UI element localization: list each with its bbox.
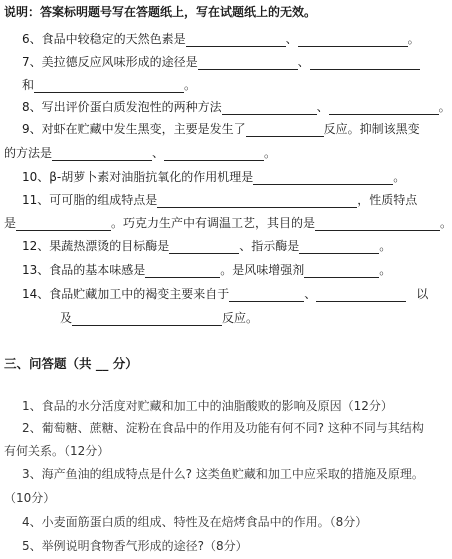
answer-blank[interactable] [72,313,222,326]
question-14-continued [60,310,258,326]
question-9-cont-text: 的方法是 [4,146,53,160]
answer-blank[interactable] [198,57,298,70]
separator: 。 [407,32,420,46]
question-13-text: 13、食品的基本味感是 [22,263,146,277]
question-12 [22,238,391,254]
answer-blank[interactable] [304,265,379,278]
separator: 。 [379,239,392,253]
separator: 。 [379,263,392,277]
question-10-text: 10、β-胡萝卜素对油脂抗氧化的作用机理是 [22,170,254,184]
answer-blank[interactable] [315,218,440,231]
answer-instructions: 说明：答案标明题号写在答题纸上，写在试题纸上的无效。 [4,5,317,19]
answer-blank[interactable] [16,218,111,231]
question-11 [22,192,417,208]
answer-blank[interactable] [299,241,379,254]
question-11-continued [4,215,452,231]
essay-question-3: 3、海产鱼油的组成特点是什么? 这类鱼贮藏和加工中应采取的措施及原理。 [22,467,424,481]
question-6 [22,31,420,47]
question-8 [22,99,451,115]
question-7 [22,54,420,70]
essay-question-2-continued: 有何关系。（12分） [4,444,110,458]
essay-question-2: 2、葡萄糖、蔗糖、淀粉在食品中的作用及功能有何不同? 这种不同与其结构 [22,421,424,435]
separator: 、 [152,146,165,160]
answer-blank[interactable] [253,172,393,185]
separator: 反应。 [222,311,259,325]
answer-blank[interactable] [316,289,406,302]
question-9-continued [4,145,276,161]
question-12-mid-text: 、指示酶是 [239,239,300,253]
question-9-text: 9、对虾在贮藏中发生黑变，主要是发生了 [22,122,246,136]
separator: 、 [285,32,298,46]
answer-blank[interactable] [169,241,239,254]
answer-blank[interactable] [145,265,220,278]
separator: 。 [184,78,197,92]
separator: 、 [297,55,310,69]
essay-question-4: 4、小麦面筋蛋白质的组成、特性及在焙烤食品中的作用。（8分） [22,515,368,529]
question-9-after-text: 反应。抑制该黑变 [323,122,420,136]
question-7-continued [22,77,196,93]
answer-blank[interactable] [310,57,420,70]
separator: 。 [393,170,406,184]
question-14-after-text: 以 [416,287,429,301]
question-8-text: 8、写出评价蛋白质发泡性的两种方法 [22,100,222,114]
answer-blank[interactable] [157,195,357,208]
question-12-text: 12、果蔬热漂烫的目标酶是 [22,239,170,253]
question-6-text: 6、食品中较稳定的天然色素是 [22,32,186,46]
section-title: 三、问答题（共 __ 分） [4,356,138,371]
answer-blank[interactable] [298,34,408,47]
separator: 。 [440,216,452,230]
answer-blank[interactable] [246,124,324,137]
separator: 、 [304,287,317,301]
answer-blank[interactable] [34,80,184,93]
question-11-after2-text: 。巧克力生产中有调温工艺，其目的是 [111,216,316,230]
essay-question-5: 5、举例说明食物香气形成的途径?（8分） [22,539,248,553]
question-11-after-text: ，性质特点 [357,193,418,207]
separator: 。 [264,146,277,160]
answer-blank[interactable] [229,289,304,302]
question-11-text: 11、可可脂的组成特点是 [22,193,158,207]
essay-question-1: 1、食品的水分活度对贮藏和加工中的油脂酸败的影响及原因（12分） [22,399,393,413]
answer-blank[interactable] [329,102,439,115]
question-7-cont-text: 和 [22,78,35,92]
question-14-cont-text: 及 [60,311,73,325]
separator: 。 [438,100,451,114]
answer-blank[interactable] [164,148,264,161]
question-14 [22,286,428,302]
question-13 [22,262,391,278]
question-13-mid-text: 。是风味增强剂 [220,263,305,277]
separator: 、 [316,100,329,114]
answer-blank[interactable] [186,34,286,47]
question-14-text: 14、食品贮藏加工中的褐变主要来自于 [22,287,230,301]
answer-blank[interactable] [222,102,317,115]
answer-blank[interactable] [52,148,152,161]
essay-question-3-continued: （10分） [4,491,56,505]
question-7-text: 7、美拉德反应风味形成的途径是 [22,55,198,69]
question-10 [22,169,405,185]
question-9 [22,121,420,137]
question-11-cont-text: 是 [4,216,17,230]
